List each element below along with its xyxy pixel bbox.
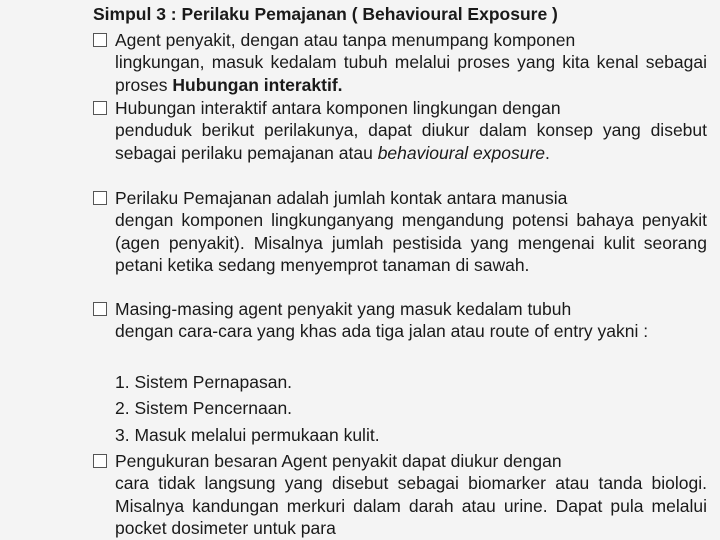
bullet-item-3 <box>93 187 707 276</box>
route-item-3: 3. Masuk melalui permukaan kulit. <box>115 425 380 445</box>
checkbox-bullet-icon <box>93 191 107 205</box>
bullet-item-4 <box>93 298 707 343</box>
bullet-1-bold-text: Hubungan interaktif. <box>172 74 343 95</box>
bullet-4-line1: Masing-masing agent penyakit yang masuk kedalam tubuh <box>115 299 572 319</box>
bullet-item-5 <box>93 450 707 539</box>
bullet-3-text: dengan komponen lingkunganyang mengandung potensi bahaya penyakit (agen penyakit). Misalnya jumlah pestisida yang mengenai kulit seorang petani ketika sedang menyemprot tanaman di sawah. <box>115 210 707 275</box>
bullet-4-text: dengan cara-cara yang khas ada tiga jalan atau route of entry yakni : <box>115 321 649 342</box>
checkbox-bullet-icon <box>93 33 107 47</box>
bullet-5-line1: Pengukuran besaran Agent penyakit dapat diukur dengan <box>115 451 562 471</box>
slide-title: Simpul 3 : Perilaku Pemajanan ( Behavioural Exposure ) <box>93 4 558 24</box>
bullet-item-1 <box>93 29 707 96</box>
bullet-2-italic-text: behavioural exposure <box>377 142 546 163</box>
route-item-1: 1. Sistem Pernapasan. <box>115 372 293 392</box>
bullet-item-2 <box>93 97 707 164</box>
checkbox-bullet-icon <box>93 302 107 316</box>
bullet-2-text: penduduk berikut perilakunya, dapat diukur dalam konsep yang disebut sebagai perilaku pemajanan atau <box>115 120 707 163</box>
bullet-5-text: cara tidak langsung yang disebut sebagai biomarker atau tanda biologi. Misalnya kandungan merkuri dalam darah atau urine. Dapat pula melalui pocket dosimeter untuk para <box>115 473 707 538</box>
checkbox-bullet-icon <box>93 101 107 115</box>
bullet-2-end: . <box>545 142 550 163</box>
bullet-3-line1: Perilaku Pemajanan adalah jumlah kontak antara manusia <box>115 188 568 208</box>
bullet-1-line1: Agent penyakit, dengan atau tanpa menumpang komponen <box>115 30 576 50</box>
route-item-2: 2. Sistem Pencernaan. <box>115 398 293 418</box>
bullet-2-line1: Hubungan interaktif antara komponen lingkungan dengan <box>115 98 561 118</box>
bullet-1-text: lingkungan, masuk kedalam tubuh melalui proses yang kita kenal sebagai proses <box>115 52 707 95</box>
checkbox-bullet-icon <box>93 454 107 468</box>
